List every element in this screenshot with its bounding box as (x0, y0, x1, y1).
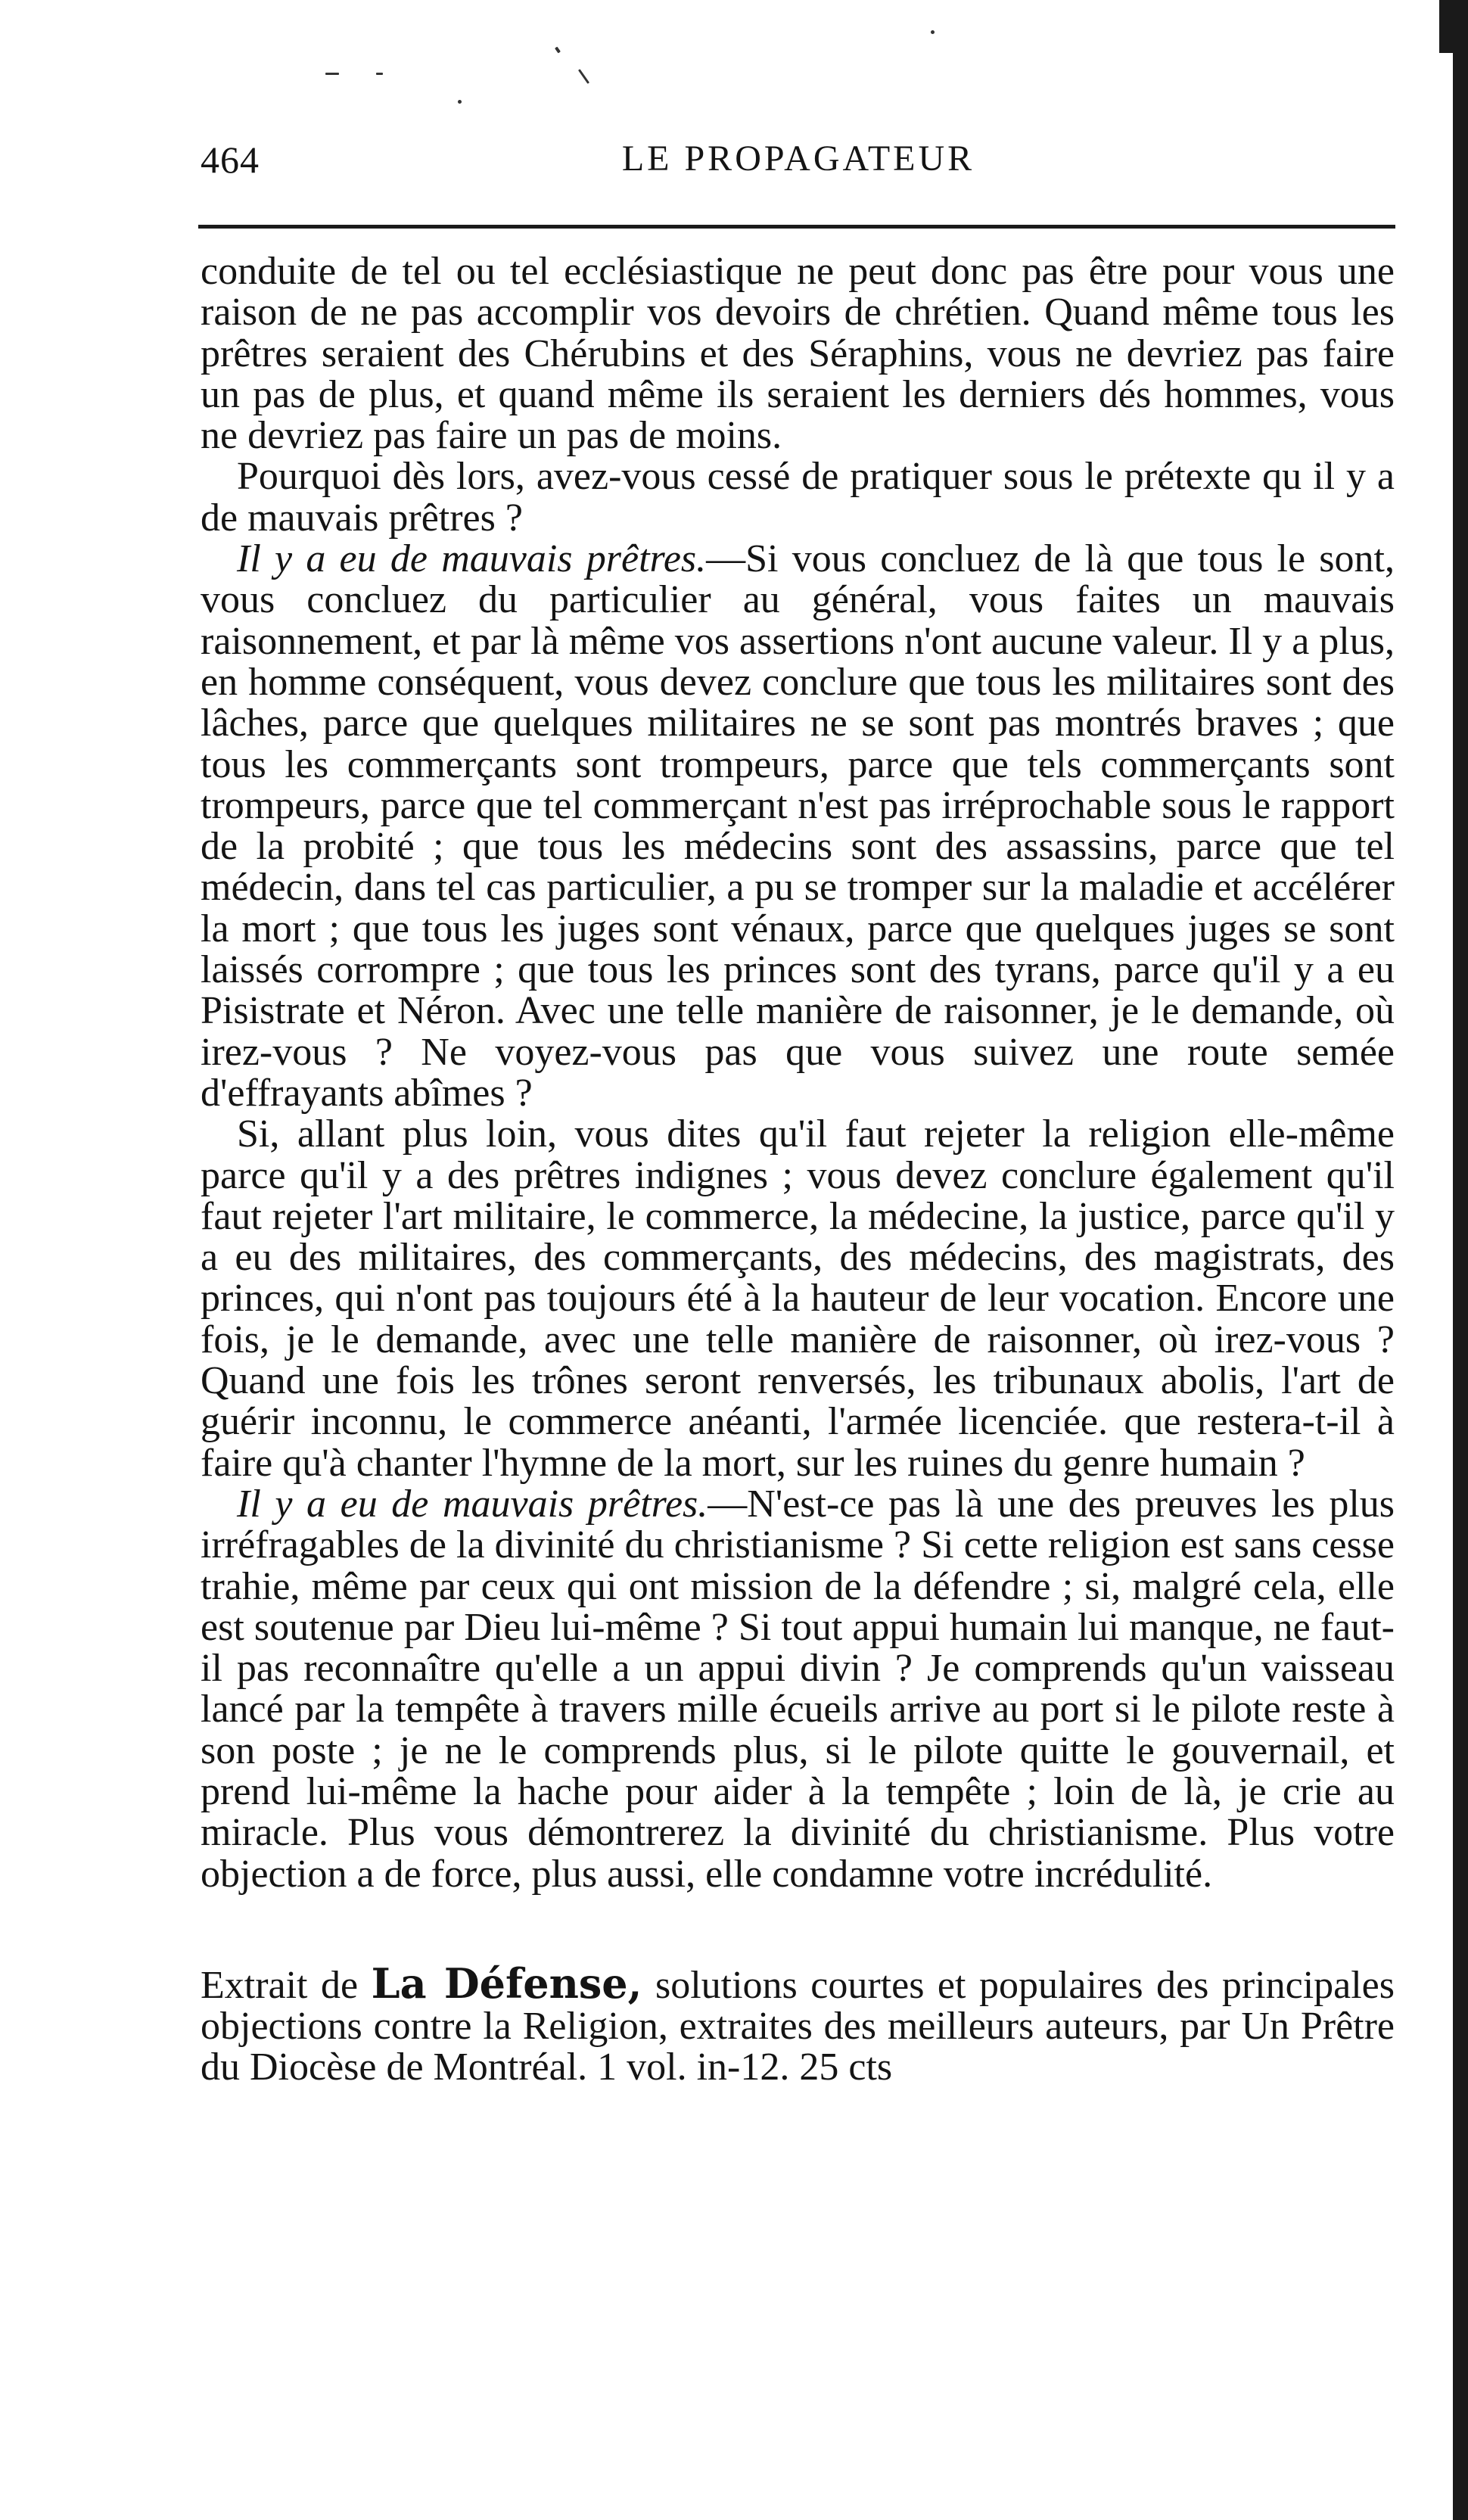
paragraph (201, 1484, 1395, 1895)
print-speck (458, 100, 462, 104)
page-edge-shadow (1453, 0, 1468, 2520)
print-speck (931, 30, 935, 34)
paragraph-text: conduite de tel ou tel ecclésiastique ne peut donc pas être pour vous une raison de ne pas accomplir vos devoirs de chrétien. Quand même tous les prêtres seraient des Chérubins et des Séraphins, vous ne devriez pas faire un pas de plus, et quand même ils seraient les derniers dés hommes, vous ne devriez pas faire un pas de moins. (201, 250, 1395, 458)
paragraph (201, 251, 1395, 456)
paragraph-text: Pourquoi dès lors, avez-vous cessé de pratiquer sous le prétexte qu il y a de mauvais prêtres ? (201, 455, 1395, 540)
page-edge-notch (1439, 0, 1453, 53)
extract-notice (201, 1958, 1395, 2089)
italic-lead: Il y a eu de mauvais prêtres. (237, 1482, 708, 1526)
running-title: LE PROPAGATEUR (621, 138, 975, 179)
paragraph-text: —N'est-ce pas là une des preuves les plus irréfragables de la divinité du christianisme ? Si cette religion est sans cesse trahie, même par ceux qui ont mission de la défendre ; si, malgré cela, elle est soutenue par Dieu lui-même ? Si tout appui humain lui manque, ne faut-il pas reconnaître qu'elle a un appui divin ? Je comprends qu'un vaisseau lancé par la tempête à travers mille écueils arrive au port si le pilote reste à son poste ; je ne le comprends plus, si le pilote quitte le gouvernail, et prend lui-même la hache pour aider à la tempête ; loin de là, je crie au miracle. Plus vous démontrerez la divinité du christianisme. Plus votre objection a de force, plus aussi, elle condamne votre incrédulité. (201, 1482, 1395, 1896)
paragraph (201, 539, 1395, 1114)
print-speck (555, 47, 561, 54)
page-header (201, 138, 1396, 183)
header-rule (198, 225, 1395, 229)
article-body (201, 251, 1395, 2089)
paragraph (201, 1114, 1395, 1484)
italic-lead: Il y a eu de mauvais prêtres. (237, 537, 707, 581)
extract-description: solutions courtes et populaires des principales objections contre la Religion, extraites des meilleurs auteurs, par Un Prêtre du Diocèse de Montréal. 1 vol. in-12. 25 cts (201, 1963, 1395, 2089)
extract-title: La Défense, (371, 1958, 642, 2008)
print-speck (578, 69, 589, 84)
print-speck (376, 73, 383, 75)
paragraph (201, 456, 1395, 539)
section-gap (201, 1895, 1395, 1963)
paragraph-text: —Si vous concluez de là que tous le sont, vous concluez du particulier au général, vous faites un mauvais raisonnement, et par là même vos assertions n'ont aucune valeur. Il y a plus, en homme conséquent, vous devez conclure que tous les militaires sont des lâches, parce que quelques militaires ne se sont pas montrés braves ; que tous les commerçants sont trompeurs, parce que tels commerçants sont trompeurs, parce que tel commerçant n'est pas irréprochable sous le rapport de la probité ; que tous les médecins sont des assassins, parce que tel médecin, dans tel cas particulier, a pu se tromper sur la maladie et accélérer la mort ; que tous les juges sont vénaux, parce que quelques juges se sont laissés corrompre ; que tous les princes sont des tyrans, parce qu'il y a eu Pisistrate et Néron. Avec une telle manière de raisonner, je le demande, où irez-vous ? Ne voyez-vous pas que vous suivez une route semée d'effrayants abîmes ? (201, 537, 1395, 1115)
page-number: 464 (201, 138, 260, 181)
extract-prefix: Extrait de (201, 1963, 372, 2007)
print-speck (325, 73, 339, 75)
paragraph-text: Si, allant plus loin, vous dites qu'il faut rejeter la religion elle-même parce qu'il y a des prêtres indignes ; vous devez conclure également qu'il faut rejeter l'art militaire, le commerce, la médecine, la justice, parce qu'il y a eu des militaires, des commerçants, des médecins, des magistrats, des princes, qui n'ont pas toujours été à la hauteur de leur vocation. Encore une fois, je le demande, avec une telle manière de raisonner, où irez-vous ? Quand une fois les trônes seront renversés, les tribunaux abolis, l'art de guérir inconnu, le commerce anéanti, l'armée licenciée. que restera-t-il à faire qu'à chanter l'hymne de la mort, sur les ruines du genre humain ? (201, 1112, 1395, 1485)
